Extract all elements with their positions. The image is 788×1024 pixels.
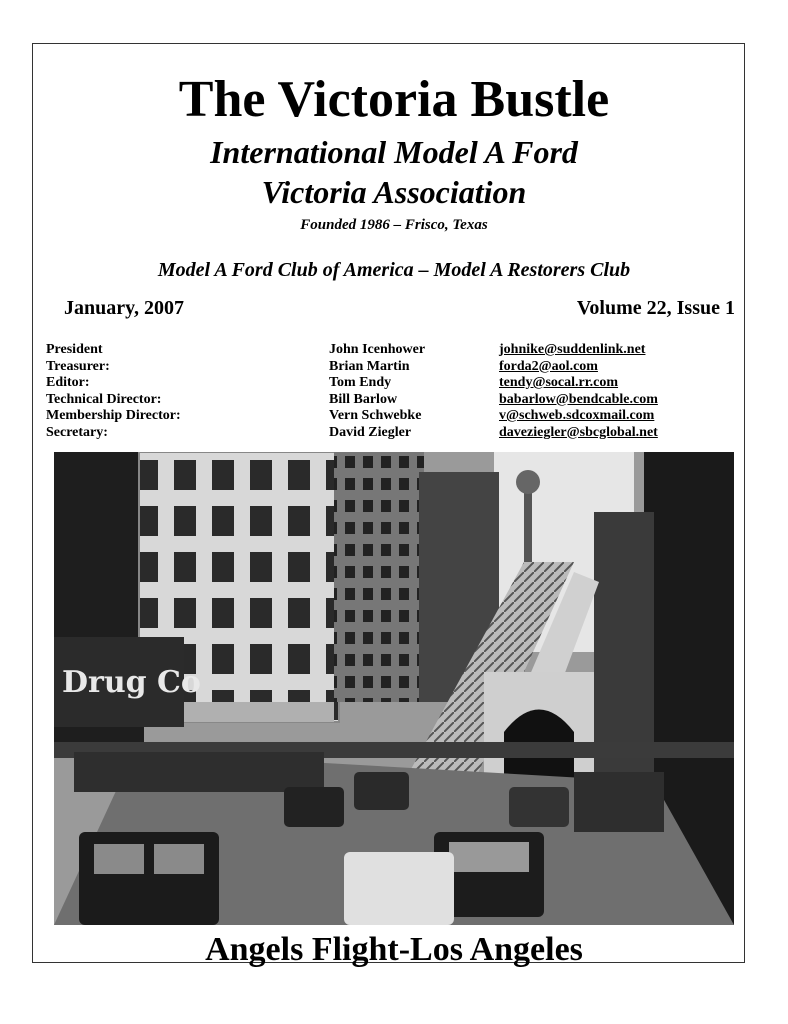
officer-row	[46, 408, 746, 425]
officer-role: Secretary:	[46, 424, 108, 440]
officer-name: Vern Schwebke	[329, 408, 422, 423]
issue-volume: Volume 22, Issue 1	[576, 297, 735, 319]
founded-line: Founded 1986 – Frisco, Texas	[300, 217, 488, 233]
officer-email-link[interactable]: johnike@suddenlink.net	[499, 342, 646, 357]
officer-role: President	[46, 342, 103, 357]
officer-email-link[interactable]: tendy@socal.rr.com	[499, 375, 619, 390]
officer-name: John Icenhower	[329, 342, 426, 357]
subtitle-line-2: Victoria Association	[261, 174, 527, 210]
officer-role: Membership Director:	[46, 408, 181, 423]
newsletter-title: The Victoria Bustle	[178, 71, 610, 128]
officer-email-link[interactable]: v@schweb.sdcoxmail.com	[499, 408, 655, 423]
officer-name: Tom Endy	[329, 375, 392, 390]
officer-role: Technical Director:	[46, 391, 162, 407]
officer-row	[46, 342, 746, 359]
angels-flight-photo	[54, 452, 734, 925]
issue-date: January, 2007	[64, 297, 185, 319]
subtitle-line-1: International Model A Ford	[210, 134, 578, 170]
officer-email-link[interactable]: forda2@aol.com	[499, 358, 598, 374]
officer-row	[46, 392, 746, 409]
officer-email-link[interactable]: babarlow@bendcable.com	[499, 391, 658, 407]
drug-co-sign: Drug Co	[62, 665, 201, 700]
officer-row	[46, 359, 746, 376]
officer-name: Brian Martin	[329, 358, 410, 374]
officer-role: Editor:	[46, 375, 90, 390]
photo-caption: Angels Flight-Los Angeles	[205, 931, 583, 968]
officer-row	[46, 375, 746, 392]
affiliations-line: Model A Ford Club of America – Model A Restorers Club	[157, 259, 631, 281]
officer-row	[46, 425, 746, 442]
officer-role: Treasurer:	[46, 358, 110, 374]
officer-name: Bill Barlow	[329, 391, 398, 407]
officer-email-link[interactable]: daveziegler@sbcglobal.net	[499, 424, 658, 440]
officers-list	[46, 342, 746, 441]
officer-name: David Ziegler	[329, 424, 412, 440]
street-scene-illustration	[54, 452, 734, 925]
